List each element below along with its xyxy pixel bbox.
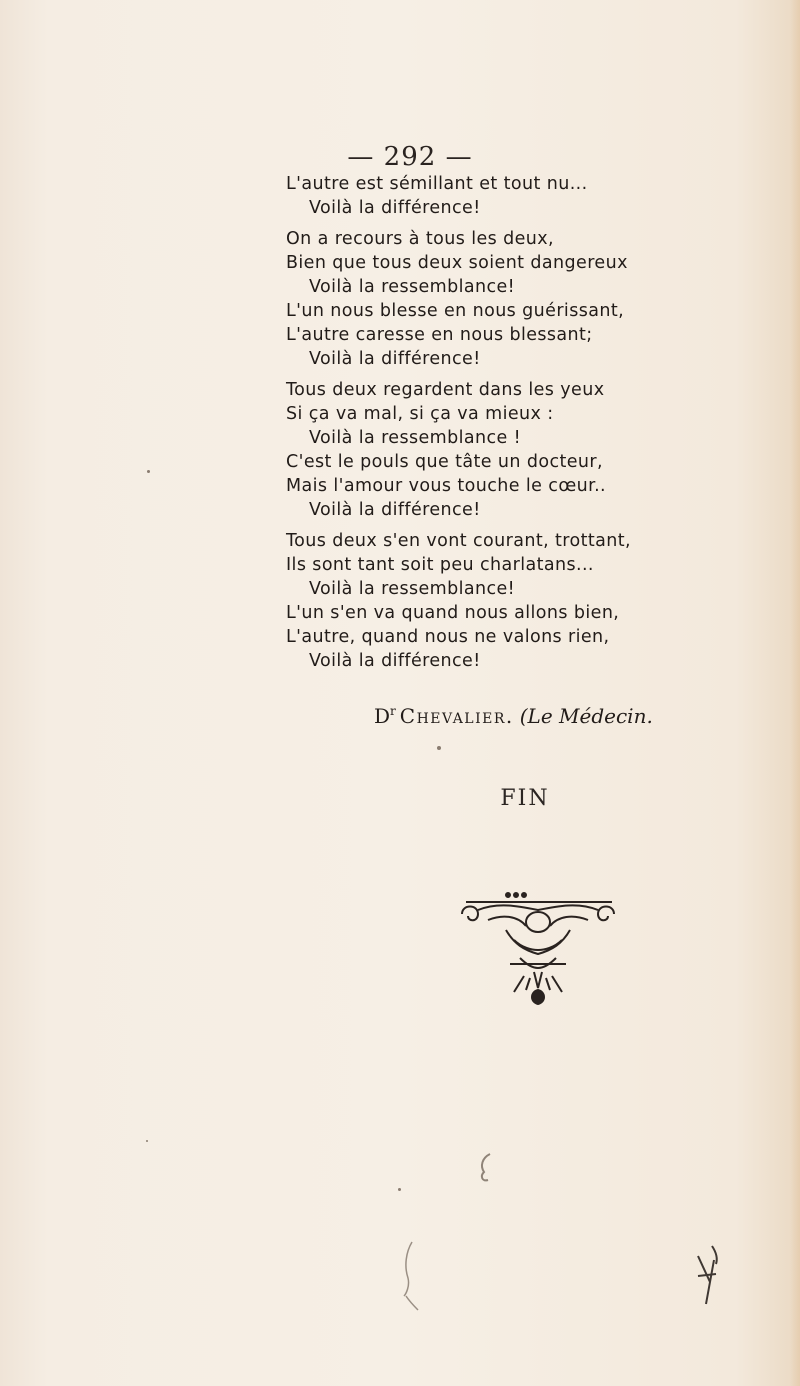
poem-line: Mais l'amour vous touche le cœur.. (286, 476, 607, 496)
poem-refrain: Voilà la différence! (309, 500, 481, 520)
poem-line: On a recours à tous les deux, (286, 229, 555, 249)
poem-refrain: Voilà la différence! (309, 651, 481, 671)
stanza (286, 378, 786, 522)
poem-line: L'autre est sémillant et tout nu... (286, 174, 588, 194)
fin-label: FIN (500, 786, 550, 811)
stanza (286, 227, 786, 371)
poem-refrain: Voilà la ressemblance! (309, 277, 516, 297)
ink-speck (398, 1188, 401, 1191)
author-name: Chevalier. (399, 704, 514, 728)
pencil-mark-icon (690, 1236, 724, 1316)
attribution-prefix: D (374, 704, 391, 728)
poem-line: Tous deux regardent dans les yeux (286, 380, 605, 400)
poem-line: Bien que tous deux soient dangereux (286, 253, 628, 273)
poem (286, 172, 786, 680)
poem-line: L'autre, quand nous ne valons rien, (286, 627, 610, 647)
ink-speck (437, 746, 441, 750)
pencil-mark-icon (470, 1150, 500, 1190)
poem-refrain: Voilà la différence! (309, 198, 481, 218)
poem-refrain: Voilà la différence! (309, 349, 481, 369)
poem-refrain: Voilà la ressemblance! (309, 579, 516, 599)
page-edge-shadow (790, 0, 800, 1386)
ink-speck (146, 1140, 148, 1142)
poem-line: L'autre caresse en nous blessant; (286, 325, 593, 345)
stanza (286, 529, 786, 673)
ink-speck (147, 470, 150, 473)
attribution (374, 704, 653, 728)
poem-line: Si ça va mal, si ça va mieux : (286, 404, 554, 424)
poem-refrain: Voilà la ressemblance ! (309, 428, 522, 448)
page-number: — 292 — (347, 142, 473, 172)
pencil-mark-icon (392, 1236, 426, 1316)
poem-line: L'un nous blesse en nous guérissant, (286, 301, 625, 321)
attribution-superscript: r (390, 704, 396, 719)
stanza (286, 172, 786, 220)
poem-line: C'est le pouls que tâte un docteur, (286, 452, 603, 472)
poem-line: L'un s'en va quand nous allons bien, (286, 603, 620, 623)
ornament-vignette-icon (448, 888, 628, 1018)
work-title: (Le Médecin. (519, 704, 653, 728)
poem-line: Tous deux s'en vont courant, trottant, (286, 531, 631, 551)
poem-line: Ils sont tant soit peu charlatans... (286, 555, 594, 575)
